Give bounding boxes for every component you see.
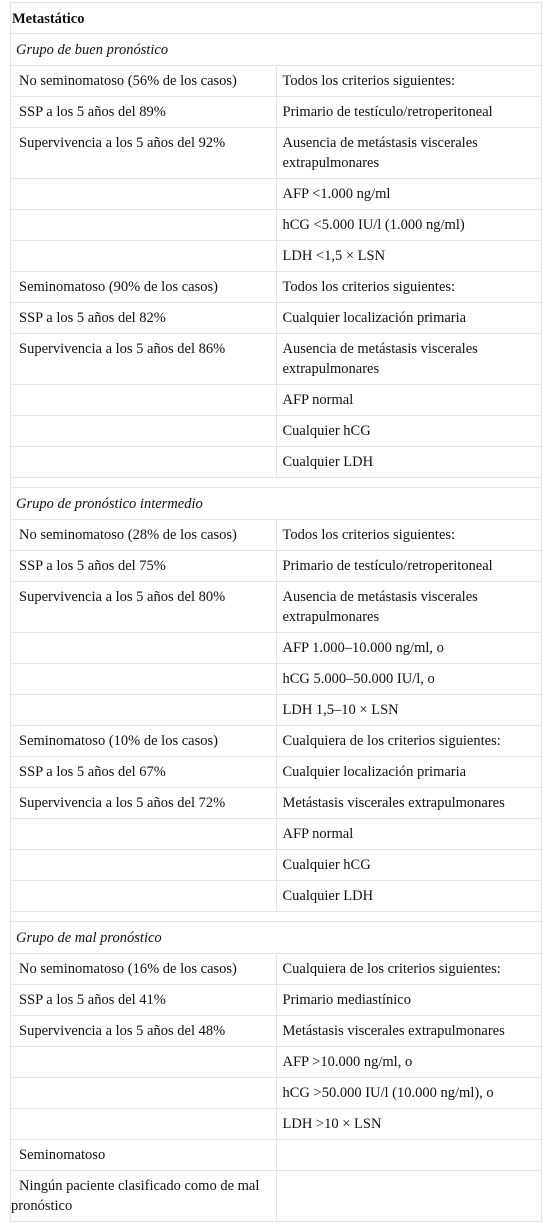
outcome-cell xyxy=(11,1047,277,1078)
table-row xyxy=(11,303,542,334)
outcome-cell xyxy=(11,179,277,210)
outcome-cell xyxy=(11,447,277,478)
outcome-cell xyxy=(11,210,277,241)
criteria-cell: Cualquier LDH xyxy=(276,447,542,478)
outcome-cell: Supervivencia a los 5 años del 72% xyxy=(11,788,277,819)
table-row xyxy=(11,416,542,447)
criteria-cell: hCG >50.000 IU/l (10.000 ng/ml), o xyxy=(276,1078,542,1109)
outcome-cell: Supervivencia a los 5 años del 80% xyxy=(11,582,277,633)
outcome-cell: Seminomatoso xyxy=(11,1140,277,1171)
table-row xyxy=(11,97,542,128)
prognosis-table-body xyxy=(11,3,542,1222)
outcome-cell: SSP a los 5 años del 82% xyxy=(11,303,277,334)
outcome-cell: SSP a los 5 años del 67% xyxy=(11,757,277,788)
outcome-cell: Seminomatoso (90% de los casos) xyxy=(11,272,277,303)
table-title-row xyxy=(11,3,542,34)
table-row xyxy=(11,850,542,881)
criteria-cell: Primario de testículo/retroperitoneal xyxy=(276,97,542,128)
spacer-cell xyxy=(11,912,542,922)
table-row xyxy=(11,385,542,416)
outcome-cell: SSP a los 5 años del 89% xyxy=(11,97,277,128)
group-spacer-row xyxy=(11,478,542,488)
table-row xyxy=(11,582,542,633)
group-header-row xyxy=(11,488,542,520)
table-row xyxy=(11,334,542,385)
outcome-cell xyxy=(11,241,277,272)
group-title: Grupo de pronóstico intermedio xyxy=(11,488,542,520)
group-spacer-row xyxy=(11,912,542,922)
outcome-cell: SSP a los 5 años del 75% xyxy=(11,551,277,582)
criteria-cell: Primario de testículo/retroperitoneal xyxy=(276,551,542,582)
criteria-cell: AFP normal xyxy=(276,819,542,850)
outcome-cell: No seminomatoso (56% de los casos) xyxy=(11,66,277,97)
criteria-cell xyxy=(276,1140,542,1171)
outcome-cell xyxy=(11,385,277,416)
table-row xyxy=(11,726,542,757)
outcome-cell: No seminomatoso (28% de los casos) xyxy=(11,520,277,551)
table-row xyxy=(11,1047,542,1078)
outcome-cell xyxy=(11,664,277,695)
criteria-cell: Cualquier localización primaria xyxy=(276,303,542,334)
outcome-cell xyxy=(11,416,277,447)
outcome-cell: SSP a los 5 años del 41% xyxy=(11,985,277,1016)
criteria-cell: Ausencia de metástasis viscerales extrapulmonares xyxy=(276,128,542,179)
criteria-cell: Ausencia de metástasis viscerales extrapulmonares xyxy=(276,334,542,385)
criteria-cell: Cualquier hCG xyxy=(276,850,542,881)
criteria-cell: Cualquier hCG xyxy=(276,416,542,447)
table-row xyxy=(11,695,542,726)
outcome-cell xyxy=(11,850,277,881)
table-row xyxy=(11,633,542,664)
outcome-cell xyxy=(11,1109,277,1140)
criteria-cell: LDH >10 × LSN xyxy=(276,1109,542,1140)
table-row xyxy=(11,1140,542,1171)
criteria-cell xyxy=(276,1171,542,1222)
group-title: Grupo de buen pronóstico xyxy=(11,34,542,66)
table-row xyxy=(11,128,542,179)
criteria-cell: Metástasis viscerales extrapulmonares xyxy=(276,788,542,819)
outcome-cell xyxy=(11,819,277,850)
criteria-cell: hCG <5.000 IU/l (1.000 ng/ml) xyxy=(276,210,542,241)
outcome-cell xyxy=(11,881,277,912)
table-row xyxy=(11,664,542,695)
prognosis-table xyxy=(10,2,542,1222)
table-row xyxy=(11,551,542,582)
outcome-cell xyxy=(11,1078,277,1109)
criteria-cell: AFP >10.000 ng/ml, o xyxy=(276,1047,542,1078)
table-row xyxy=(11,985,542,1016)
group-header-row xyxy=(11,922,542,954)
table-row xyxy=(11,819,542,850)
table-row xyxy=(11,881,542,912)
outcome-cell xyxy=(11,695,277,726)
table-row xyxy=(11,179,542,210)
table-row xyxy=(11,757,542,788)
group-title: Grupo de mal pronóstico xyxy=(11,922,542,954)
outcome-cell xyxy=(11,633,277,664)
table-row xyxy=(11,1016,542,1047)
outcome-cell: No seminomatoso (16% de los casos) xyxy=(11,954,277,985)
outcome-cell: Supervivencia a los 5 años del 92% xyxy=(11,128,277,179)
outcome-cell: Supervivencia a los 5 años del 48% xyxy=(11,1016,277,1047)
table-row xyxy=(11,241,542,272)
table-title: Metastático xyxy=(11,3,542,34)
criteria-cell: LDH 1,5–10 × LSN xyxy=(276,695,542,726)
criteria-cell: hCG 5.000–50.000 IU/l, o xyxy=(276,664,542,695)
table-row xyxy=(11,66,542,97)
criteria-cell: Cualquier localización primaria xyxy=(276,757,542,788)
criteria-cell: AFP <1.000 ng/ml xyxy=(276,179,542,210)
criteria-cell: Cualquiera de los criterios siguientes: xyxy=(276,726,542,757)
table-row xyxy=(11,272,542,303)
table-row xyxy=(11,1109,542,1140)
criteria-cell: Todos los criterios siguientes: xyxy=(276,272,542,303)
criteria-cell: Primario mediastínico xyxy=(276,985,542,1016)
criteria-cell: AFP normal xyxy=(276,385,542,416)
criteria-cell: LDH <1,5 × LSN xyxy=(276,241,542,272)
criteria-cell: Todos los criterios siguientes: xyxy=(276,520,542,551)
criteria-cell: Cualquier LDH xyxy=(276,881,542,912)
group-header-row xyxy=(11,34,542,66)
spacer-cell xyxy=(11,478,542,488)
table-row xyxy=(11,954,542,985)
outcome-cell: Seminomatoso (10% de los casos) xyxy=(11,726,277,757)
criteria-cell: Ausencia de metástasis viscerales extrapulmonares xyxy=(276,582,542,633)
criteria-cell: Cualquiera de los criterios siguientes: xyxy=(276,954,542,985)
table-row xyxy=(11,520,542,551)
table-row xyxy=(11,1078,542,1109)
criteria-cell: AFP 1.000–10.000 ng/ml, o xyxy=(276,633,542,664)
criteria-cell: Todos los criterios siguientes: xyxy=(276,66,542,97)
table-row xyxy=(11,210,542,241)
table-row xyxy=(11,788,542,819)
outcome-cell: Ningún paciente clasificado como de mal pronóstico xyxy=(11,1171,277,1222)
table-row xyxy=(11,1171,542,1222)
table-row xyxy=(11,447,542,478)
criteria-cell: Metástasis viscerales extrapulmonares xyxy=(276,1016,542,1047)
outcome-cell: Supervivencia a los 5 años del 86% xyxy=(11,334,277,385)
